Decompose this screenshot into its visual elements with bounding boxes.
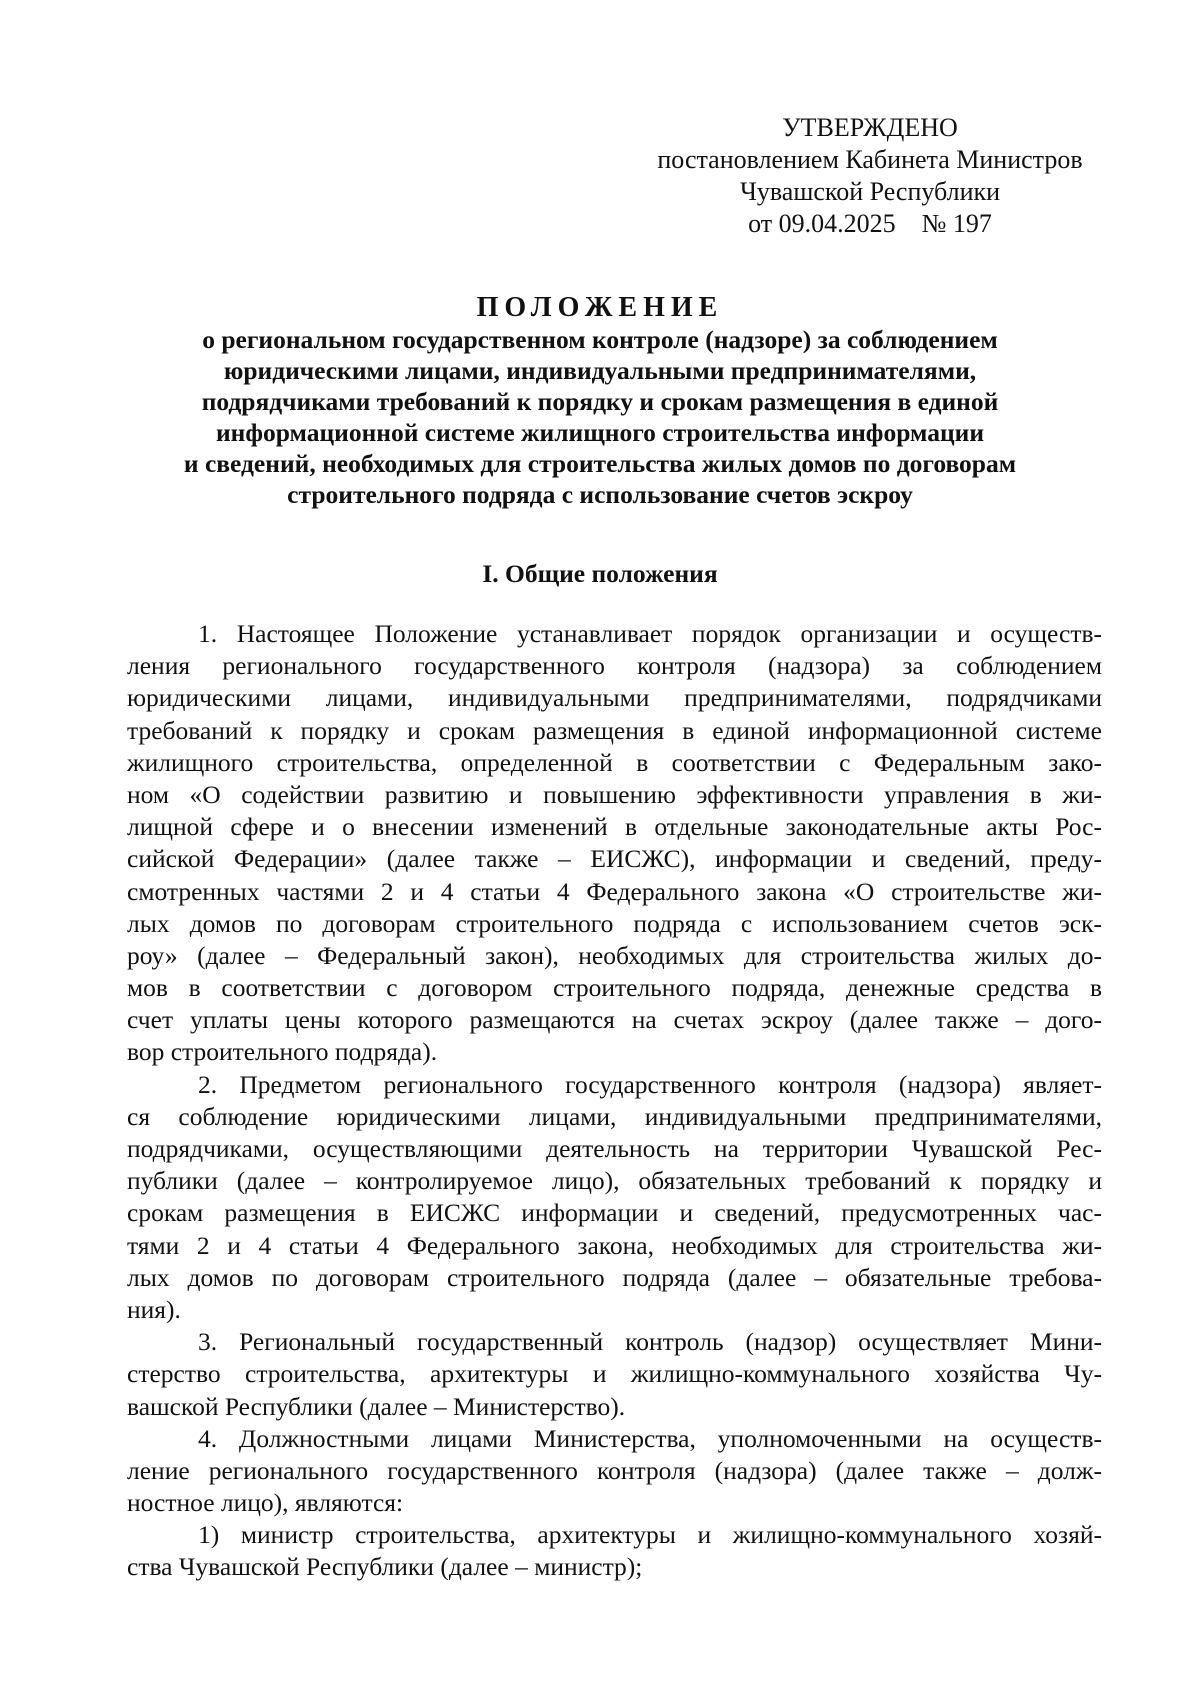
paragraph-line: лых домов по договорам строительного подряда (далее – обязательные требова- bbox=[127, 1262, 1102, 1292]
paragraph-line: 1. Настоящее Положение устанавливает порядок организации и осуществ- bbox=[198, 619, 1102, 648]
paragraph bbox=[127, 1519, 1102, 1583]
paragraph-line: стерство строительства, архитектуры и жилищно-коммунального хозяйства Чу- bbox=[127, 1359, 1102, 1389]
paragraph-line: лищной сфере и о внесении изменений в отдельные законодательные акты Рос- bbox=[127, 812, 1102, 842]
subtitle-line: подрядчиками требований к порядку и срокам размещения в единой bbox=[201, 387, 999, 416]
paragraph-line: ния). bbox=[127, 1294, 181, 1324]
paragraph-line: ном «О содействии развитию и повышению эффективности управления в жи- bbox=[127, 779, 1102, 809]
paragraph-line: сийской Федерации» (далее также – ЕИСЖС), информации и сведений, преду- bbox=[127, 844, 1102, 874]
paragraph bbox=[127, 618, 1102, 1069]
paragraph-line: 3. Региональный государственный контроль (надзор) осуществляет Мини- bbox=[198, 1327, 1102, 1357]
approval-line: УТВЕРЖДЕНО bbox=[782, 113, 958, 142]
paragraph-line: вор строительного подряда). bbox=[127, 1037, 438, 1067]
paragraph-line: ление регионального государственного контроля (надзора) (далее также – долж- bbox=[127, 1455, 1102, 1485]
paragraph-line: ления регионального государственного контроля (надзора) за соблюдением bbox=[127, 651, 1102, 681]
paragraph-line: лых домов по договорам строительного подряда с использованием счетов эск- bbox=[127, 908, 1102, 938]
paragraph-line: 1) министр строительства, архитектуры и жилищно-коммунального хозяй- bbox=[198, 1520, 1102, 1550]
paragraph-line: юридическими лицами, индивидуальными предпринимателями, подрядчиками bbox=[127, 683, 1102, 713]
approval-line: Чувашской Республики bbox=[739, 177, 1001, 206]
section-heading: I. Общие положения bbox=[482, 559, 718, 588]
paragraph-line: жилищного строительства, определенной в соответствии с Федеральным зако- bbox=[127, 747, 1102, 777]
paragraph bbox=[127, 1326, 1102, 1423]
subtitle-line: и сведений, необходимых для строительства жилых домов по договорам bbox=[183, 449, 1017, 478]
paragraph bbox=[127, 1423, 1102, 1520]
paragraph-line: срокам размещения в ЕИСЖС информации и сведений, предусмотренных час- bbox=[127, 1198, 1102, 1228]
paragraph-line: мов в соответствии с договором строительного подряда, денежные средства в bbox=[127, 973, 1102, 1003]
approval-stamp bbox=[590, 112, 1150, 240]
paragraph-line: роу» (далее – Федеральный закон), необходимых для строительства жилых до- bbox=[127, 940, 1102, 970]
paragraph-line: 4. Должностными лицами Министерства, уполномоченными на осуществ- bbox=[198, 1423, 1102, 1453]
paragraph-line: ства Чувашской Республики (далее – министр); bbox=[127, 1552, 643, 1582]
paragraph-line: вашской Республики (далее – Министерство). bbox=[127, 1391, 626, 1421]
paragraph-line: тями 2 и 4 статьи 4 Федерального закона, необходимых для строительства жи- bbox=[127, 1230, 1102, 1260]
document-subtitle bbox=[140, 324, 1060, 510]
body-text bbox=[127, 618, 1102, 1584]
paragraph-line: смотренных частями 2 и 4 статьи 4 Федерального закона «О строительстве жи- bbox=[127, 876, 1102, 906]
paragraph-line: требований к порядку и срокам размещения в единой информационной системе bbox=[127, 715, 1102, 745]
approval-line: от 09.04.2025 № 197 bbox=[748, 209, 992, 238]
paragraph bbox=[127, 1069, 1102, 1327]
paragraph-line: ностное лицо), являются: bbox=[127, 1488, 404, 1518]
paragraph-line: 2. Предметом регионального государственного контроля (надзора) являет- bbox=[198, 1069, 1102, 1099]
subtitle-line: строительного подряда с использование счетов эскроу bbox=[287, 480, 913, 509]
approval-line: постановлением Кабинета Министров bbox=[657, 145, 1083, 174]
paragraph-line: счет уплаты цены которого размещаются на счетах эскроу (далее также – дого- bbox=[127, 1005, 1102, 1035]
subtitle-line: информационной системе жилищного строительства информации bbox=[215, 418, 985, 447]
subtitle-line: юридическими лицами, индивидуальными предпринимателями, bbox=[223, 356, 977, 385]
subtitle-line: о региональном государственном контроле (надзоре) за соблюдением bbox=[202, 325, 998, 354]
paragraph-line: ся соблюдение юридическими лицами, индивидуальными предпринимателями, bbox=[127, 1101, 1102, 1131]
paragraph-line: публики (далее – контролируемое лицо), обязательных требований к порядку и bbox=[127, 1166, 1102, 1196]
paragraph-line: подрядчиками, осуществляющими деятельность на территории Чувашской Рес- bbox=[127, 1134, 1102, 1163]
document-title: ПОЛОЖЕНИЕ bbox=[476, 292, 724, 323]
